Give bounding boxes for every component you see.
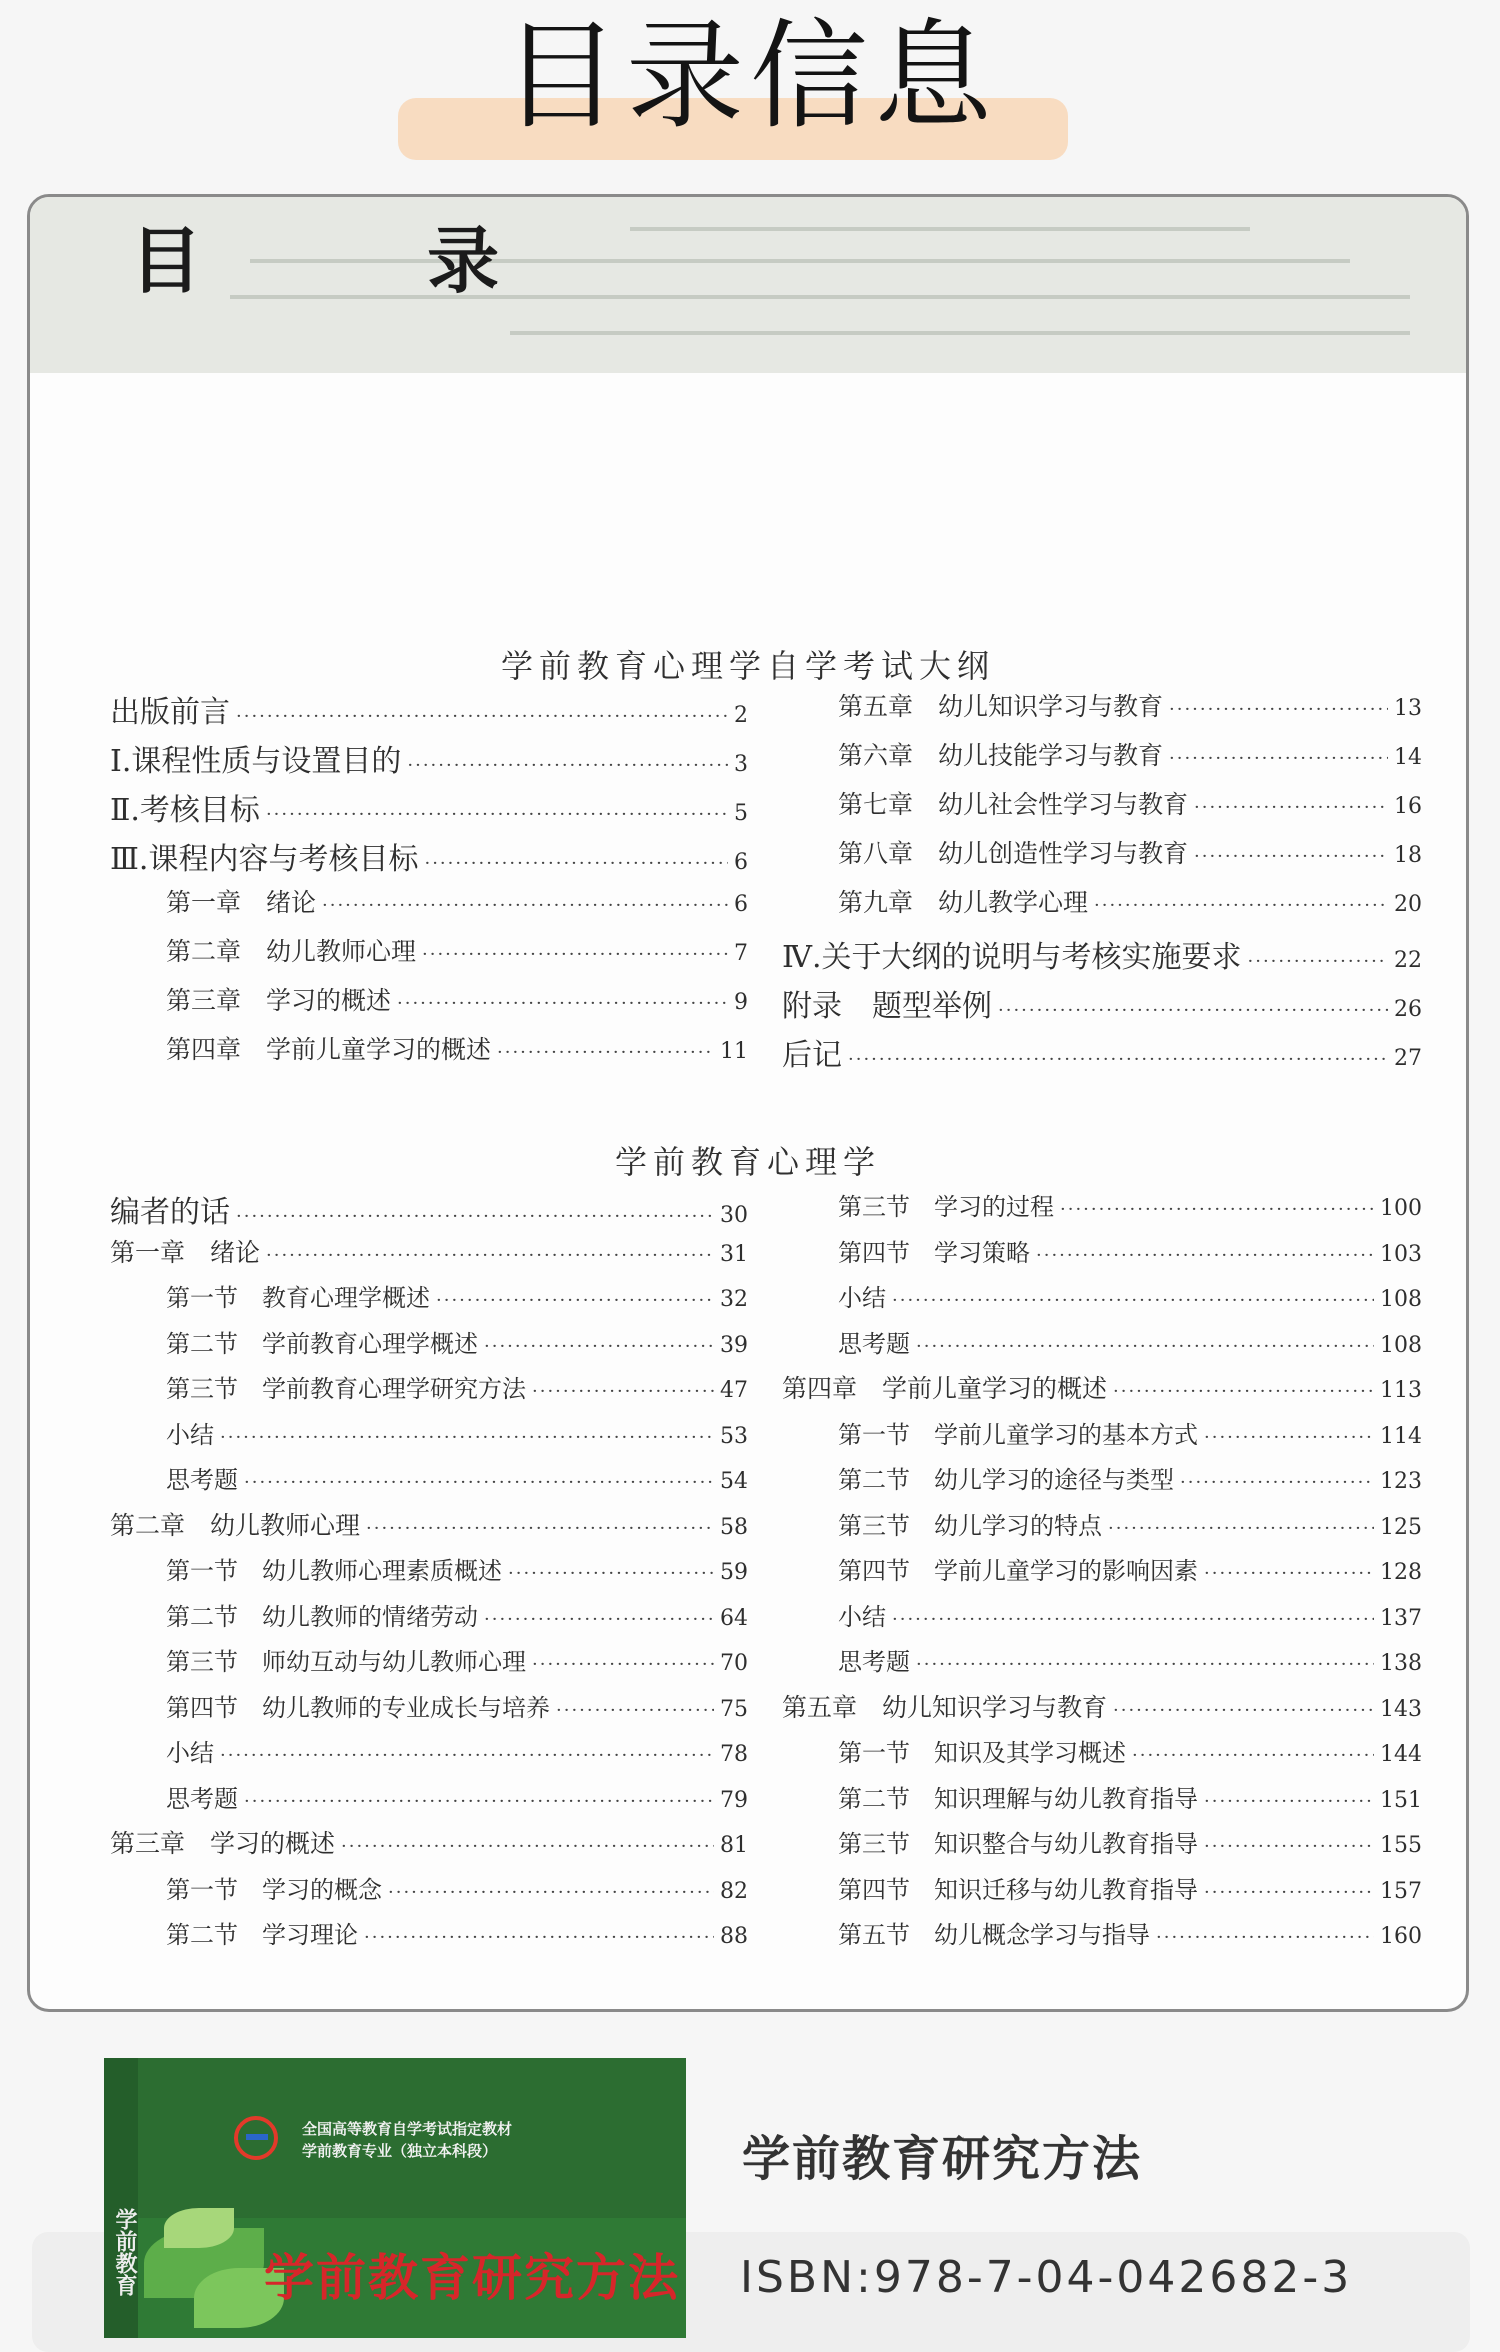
toc-entry	[166, 1369, 748, 1404]
toc-entry-page: 6	[734, 850, 748, 875]
toc-entry-page: 78	[720, 1742, 748, 1767]
toc-entry-label: 第三节 师幼互动与幼儿教师心理	[166, 1648, 526, 1676]
book-isbn: ISBN:978-7-04-042682-3	[740, 2252, 1353, 2303]
toc-entry-page: 26	[1394, 997, 1422, 1022]
toc-entry-label: 第七章 幼儿社会性学习与教育	[838, 790, 1189, 819]
toc-leader-dots	[244, 1472, 714, 1493]
toc-leader-dots	[1132, 1745, 1374, 1766]
toc-entry-label: 第五章 幼儿知识学习与教育	[782, 1692, 1108, 1722]
toc-entry-label: 第一节 学前儿童学习的基本方式	[838, 1420, 1198, 1449]
toc-entry	[782, 1030, 1422, 1074]
toc-leader-dots	[1108, 1518, 1374, 1539]
toc-entry	[110, 834, 748, 878]
toc-entry	[838, 1915, 1422, 1950]
toc-leader-dots	[364, 1927, 714, 1948]
outline-section-title: 学前教育心理学自学考试大纲	[500, 647, 995, 685]
toc-entry	[166, 1733, 748, 1768]
toc-entry-label: 第二节 知识理解与幼儿教育指导	[838, 1784, 1198, 1813]
toc-entry-page: 108	[1380, 1332, 1422, 1358]
toc-entry-label: 第三章 学习的概述	[166, 986, 392, 1015]
toc-entry-page: 6	[734, 892, 748, 917]
toc-entry-page: 64	[720, 1605, 748, 1631]
toc-entry	[166, 1460, 748, 1495]
toc-entry-page: 144	[1380, 1742, 1422, 1767]
page-title: 目录信息	[501, 7, 998, 145]
toc-entry-page: 7	[734, 941, 748, 966]
toc-leader-dots	[1204, 1882, 1374, 1903]
toc-entry	[838, 1551, 1422, 1586]
toc-entry-label: 第二章 幼儿教师心理	[110, 1510, 361, 1540]
toc-entry	[110, 1233, 748, 1269]
toc-entry	[166, 1870, 748, 1905]
toc-entry-label: 第三节 幼儿学习的特点	[838, 1511, 1102, 1540]
toc-entry-page: 100	[1380, 1196, 1422, 1221]
toc-entry-label: 第一章 绪论	[110, 1237, 261, 1267]
toc-entry-page: 123	[1380, 1469, 1422, 1494]
toc-leader-dots	[1204, 1563, 1374, 1584]
toc-entry-label: 第一节 幼儿教师心理素质概述	[166, 1557, 502, 1585]
toc-entry-label: 第三节 学习的过程	[838, 1193, 1054, 1221]
toc-entry-label: 第一节 知识及其学习概述	[838, 1739, 1126, 1767]
book-section-title: 学前教育心理学	[614, 1143, 881, 1181]
toc-entry-label: 小结	[166, 1739, 214, 1767]
toc-entry	[838, 1415, 1422, 1450]
toc-leader-dots	[1180, 1472, 1374, 1493]
toc-entry-page: 79	[720, 1787, 748, 1813]
toc-entry-page: 128	[1380, 1560, 1422, 1585]
header	[0, 0, 1500, 190]
toc-leader-dots	[244, 1791, 714, 1812]
toc-entry-page: 103	[1380, 1241, 1422, 1267]
toc-entry-label: 第一节 教育心理学概述	[166, 1284, 430, 1312]
toc-entry-label: 第四节 学习策略	[838, 1238, 1030, 1267]
toc-entry-page: 2	[734, 703, 748, 728]
toc-entry-label: 第四章 学前儿童学习的概述	[782, 1374, 1108, 1403]
toc-entry-page: 151	[1380, 1787, 1422, 1813]
toc-entry	[838, 1642, 1422, 1677]
toc-entry-label: 第五节 幼儿概念学习与指导	[838, 1921, 1150, 1949]
toc-entry	[166, 1597, 748, 1632]
toc-leader-dots	[532, 1654, 714, 1675]
toc-entry-label: 第二节 幼儿教师的情绪劳动	[166, 1602, 478, 1631]
toc-entry-page: 31	[720, 1241, 748, 1267]
toc-entry-page: 113	[1380, 1378, 1422, 1403]
toc-entry	[110, 1824, 748, 1860]
toc-entry-label: 第二节 学习理论	[166, 1921, 358, 1949]
toc-entry-page: 9	[734, 990, 748, 1015]
toc-entry-page: 114	[1380, 1423, 1422, 1449]
toc-entry-label: 第一节 学习的概念	[166, 1875, 382, 1904]
toc-leader-dots	[508, 1563, 714, 1584]
toc-leader-dots	[220, 1427, 714, 1448]
toc-entry-page: 88	[720, 1924, 748, 1949]
toc-heading: 目 录	[130, 218, 600, 303]
toc-entry-page: 157	[1380, 1878, 1422, 1904]
toc-entry	[838, 883, 1422, 919]
toc-entry-page: 16	[1394, 794, 1422, 819]
toc-leader-dots	[1060, 1199, 1374, 1220]
toc-entry	[166, 1415, 748, 1450]
toc-entry	[110, 736, 748, 780]
toc-entry-label: Ⅰ.课程性质与设置目的	[110, 744, 402, 779]
toc-leader-dots	[484, 1609, 714, 1630]
toc-entry	[782, 1369, 1422, 1405]
toc-entry	[782, 981, 1422, 1025]
toc-leader-dots	[322, 895, 728, 916]
toc-entry	[838, 1278, 1422, 1313]
toc-entry-label: 第四章 学前儿童学习的概述	[166, 1035, 492, 1064]
toc-entry	[166, 883, 748, 919]
book-cover-image	[104, 2058, 686, 2338]
toc-entry	[838, 1233, 1422, 1268]
toc-entry	[166, 1779, 748, 1814]
toc-leader-dots	[916, 1336, 1374, 1357]
toc-leader-dots	[892, 1609, 1374, 1630]
toc-entry-page: 59	[720, 1560, 748, 1585]
toc-entry-label: 附录 题型举例	[782, 989, 992, 1024]
toc-leader-dots	[998, 1000, 1388, 1021]
cover-series-line: 全国高等教育自学考试指定教材	[302, 2120, 513, 2138]
toc-entry	[838, 1187, 1422, 1222]
toc-entry-label: 思考题	[838, 1648, 910, 1676]
toc-entry	[838, 834, 1422, 870]
toc-entry	[838, 1824, 1422, 1859]
toc-entry-label: 思考题	[838, 1329, 910, 1358]
toc-entry	[110, 687, 748, 731]
cover-major-line: 学前教育专业（独立本科段）	[302, 2142, 498, 2160]
toc-entry	[166, 1688, 748, 1723]
cover-title: 学前教育研究方法	[264, 2248, 680, 2307]
toc-leader-dots	[1169, 748, 1388, 769]
toc-entry-page: 58	[720, 1514, 748, 1540]
toc-entry-label: 第二节 幼儿学习的途径与类型	[838, 1466, 1174, 1494]
toc-entry-label: 思考题	[166, 1784, 238, 1813]
toc-entry-page: 138	[1380, 1651, 1422, 1676]
toc-entry-page: 70	[720, 1651, 748, 1676]
toc-leader-dots	[436, 1290, 714, 1311]
toc-leader-dots	[1204, 1836, 1374, 1857]
toc-entry-page: 108	[1380, 1287, 1422, 1312]
toc-entry	[166, 932, 748, 968]
toc-entry-label: 第三节 知识整合与幼儿教育指导	[838, 1830, 1198, 1858]
toc-entry	[838, 1870, 1422, 1905]
toc-entry-page: 11	[720, 1039, 748, 1064]
toc-entry	[166, 1278, 748, 1313]
toc-entry	[838, 1597, 1422, 1632]
toc-entry-page: 125	[1380, 1514, 1422, 1540]
cover-spine-text: 学前教育	[112, 2208, 138, 2296]
toc-entry	[166, 1642, 748, 1677]
toc-entry-page: 143	[1380, 1696, 1422, 1722]
toc-entry-label: 小结	[838, 1284, 886, 1312]
toc-leader-dots	[1036, 1245, 1374, 1266]
toc-entry-page: 137	[1380, 1605, 1422, 1631]
toc-entry-label: 编者的话	[110, 1195, 230, 1230]
toc-entry-label: 第四节 学前儿童学习的影响因素	[838, 1557, 1198, 1585]
toc-entry	[838, 736, 1422, 772]
toc-entry-label: 第三节 学前教育心理学研究方法	[166, 1375, 526, 1403]
toc-entry	[782, 932, 1422, 976]
toc-entry-label: 思考题	[166, 1466, 238, 1494]
toc-entry-page: 81	[720, 1833, 748, 1858]
toc-entry	[838, 1324, 1422, 1359]
toc-entry-page: 54	[720, 1469, 748, 1494]
publisher-logo-icon	[234, 2116, 278, 2160]
toc-leader-dots	[892, 1290, 1374, 1311]
toc-entry-label: 小结	[838, 1602, 886, 1631]
toc-leader-dots	[497, 1042, 714, 1063]
toc-entry-page: 75	[720, 1696, 748, 1722]
toc-leader-dots	[236, 706, 728, 727]
toc-leader-dots	[341, 1836, 714, 1857]
toc-leader-dots	[484, 1336, 714, 1357]
toc-entry	[838, 785, 1422, 821]
toc-entry-label: 第六章 幼儿技能学习与教育	[838, 741, 1164, 770]
toc-entry-page: 155	[1380, 1833, 1422, 1858]
toc-entry-page: 3	[734, 752, 748, 777]
toc-leader-dots	[1248, 951, 1388, 972]
toc-entry-label: 第四节 幼儿教师的专业成长与培养	[166, 1693, 550, 1722]
toc-leader-dots	[407, 755, 728, 776]
toc-entry-page: 82	[720, 1878, 748, 1904]
toc-entry-label: 第三章 学习的概述	[110, 1829, 336, 1858]
toc-leader-dots	[916, 1654, 1374, 1675]
toc-entry	[838, 1460, 1422, 1495]
toc-entry	[110, 1506, 748, 1542]
toc-leader-dots	[1204, 1791, 1374, 1812]
toc-leader-dots	[220, 1745, 714, 1766]
toc-leader-dots	[397, 993, 728, 1014]
toc-leader-dots	[1113, 1381, 1374, 1402]
toc-entry-page: 47	[720, 1378, 748, 1403]
toc-entry-page: 5	[734, 801, 748, 826]
toc-leader-dots	[1194, 797, 1388, 818]
toc-entry-page: 39	[720, 1332, 748, 1358]
toc-entry-label: 第一章 绪论	[166, 888, 317, 917]
toc-entry-label: 第九章 幼儿教学心理	[838, 888, 1089, 917]
toc-entry-page: 53	[720, 1423, 748, 1449]
toc-leader-dots	[556, 1700, 714, 1721]
toc-entry-label: 后记	[782, 1038, 842, 1073]
toc-entry-page: 18	[1394, 843, 1422, 868]
toc-entry-page: 20	[1394, 892, 1422, 917]
toc-leader-dots	[1204, 1427, 1374, 1448]
toc-entry	[110, 785, 748, 829]
toc-entry	[110, 1187, 748, 1231]
toc-leader-dots	[1169, 699, 1388, 720]
toc-entry-label: 第八章 幼儿创造性学习与教育	[838, 839, 1189, 868]
toc-entry-page: 30	[720, 1203, 748, 1228]
toc-entry-label: 小结	[166, 1420, 214, 1449]
toc-entry	[166, 981, 748, 1017]
toc-entry-label: Ⅱ.考核目标	[110, 793, 260, 828]
toc-leader-dots	[1113, 1700, 1374, 1721]
toc-leader-dots	[266, 804, 728, 825]
toc-leader-dots	[422, 944, 728, 965]
toc-entry-page: 22	[1394, 948, 1422, 973]
toc-leader-dots	[1094, 895, 1388, 916]
toc-entry-page: 160	[1380, 1924, 1422, 1949]
toc-leader-dots	[366, 1518, 714, 1539]
toc-entry-label: 出版前言	[110, 695, 230, 730]
toc-entry-label: 第二节 学前教育心理学概述	[166, 1329, 478, 1358]
toc-leader-dots	[1194, 846, 1388, 867]
toc-entry-page: 27	[1394, 1046, 1422, 1071]
toc-entry-label: 第二章 幼儿教师心理	[166, 937, 417, 966]
toc-leader-dots	[424, 853, 728, 874]
toc-entry	[166, 1551, 748, 1586]
book-name: 学前教育研究方法	[742, 2131, 1143, 2187]
toc-entry-label: 第五章 幼儿知识学习与教育	[838, 692, 1164, 721]
toc-entry	[838, 1506, 1422, 1541]
toc-entry	[838, 1779, 1422, 1814]
toc-entry-label: Ⅳ.关于大纲的说明与考核实施要求	[782, 940, 1242, 975]
toc-entry	[166, 1915, 748, 1950]
toc-leader-dots	[532, 1381, 714, 1402]
toc-leader-dots	[388, 1882, 714, 1903]
toc-entry-page: 14	[1394, 745, 1422, 770]
toc-leader-dots	[266, 1245, 714, 1266]
toc-entry	[166, 1030, 748, 1066]
toc-entry-label: Ⅲ.课程内容与考核目标	[110, 842, 419, 877]
toc-leader-dots	[1156, 1927, 1374, 1948]
toc-entry	[838, 687, 1422, 723]
toc-entry-label: 第四节 知识迁移与幼儿教育指导	[838, 1875, 1198, 1904]
toc-entry-page: 13	[1394, 696, 1422, 721]
toc-entry-page: 32	[720, 1287, 748, 1312]
toc-leader-dots	[848, 1049, 1388, 1070]
toc-entry	[838, 1733, 1422, 1768]
toc-entry	[782, 1688, 1422, 1724]
toc-entry	[166, 1324, 748, 1359]
toc-page-image	[27, 194, 1469, 2012]
toc-leader-dots	[236, 1206, 714, 1227]
